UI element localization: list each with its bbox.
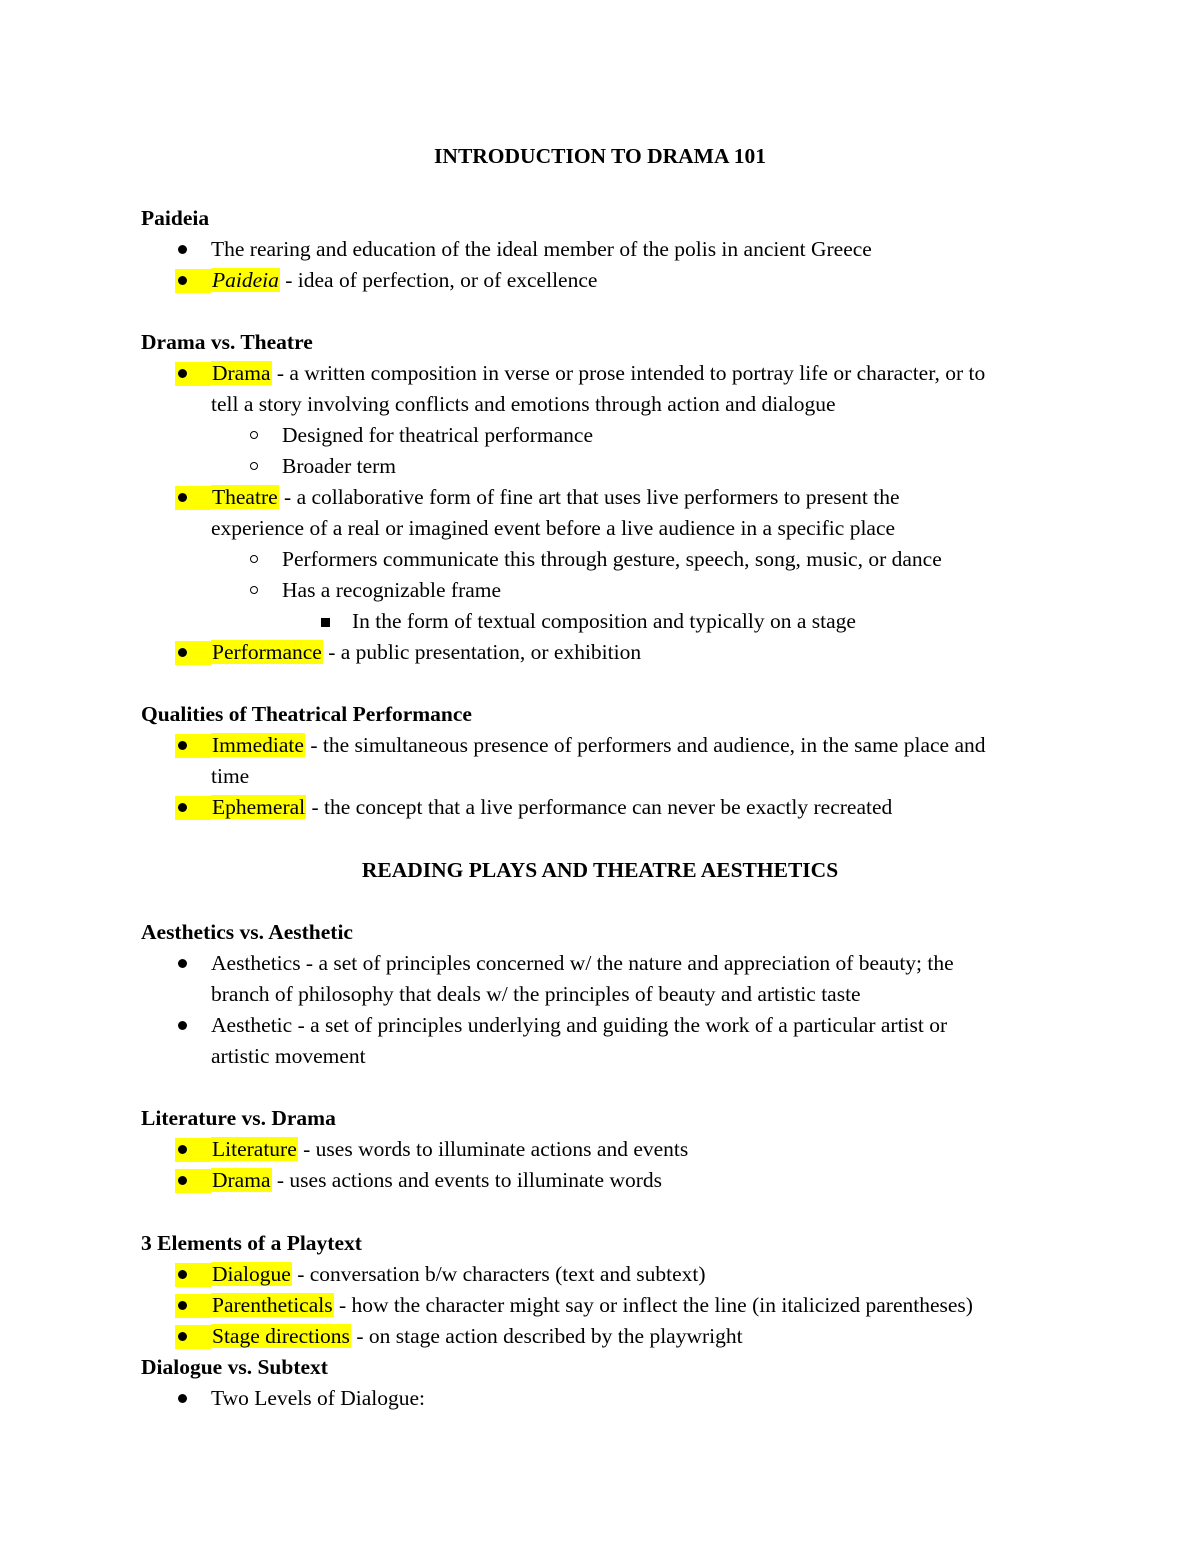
bullet-icon [178, 1394, 187, 1403]
definition-text: experience of a real or imagined event before a live audience in a specific place [211, 516, 896, 540]
sub-sub-list-item [0, 606, 1200, 637]
bullet-icon [178, 959, 187, 968]
list-item [0, 358, 1200, 389]
section-heading-paideia: Paideia [141, 206, 210, 230]
list-item [0, 1165, 1200, 1196]
page-title: INTRODUCTION TO DRAMA 101 [434, 144, 766, 168]
list-item-text: Two Levels of Dialogue: [211, 1386, 426, 1410]
section-heading-literature-vs-drama: Literature vs. Drama [141, 1106, 336, 1130]
bullet-icon [178, 1021, 187, 1030]
list-item-continuation [0, 389, 1200, 420]
sub-list-item [0, 575, 1200, 606]
list-item [0, 637, 1200, 668]
bullet-icon [178, 276, 187, 285]
list-item-continuation [0, 1041, 1200, 1072]
list-item-text: Broader term [282, 454, 397, 478]
list-item-text: Aesthetic - a set of principles underlying and guiding the work of a particular artist or [211, 1013, 948, 1037]
list-item-text: In the form of textual composition and typically on a stage [352, 609, 856, 633]
term-literature: Literature [212, 1137, 297, 1161]
section-heading-aesthetics: Aesthetics vs. Aesthetic [141, 920, 353, 944]
list-item [0, 482, 1200, 513]
list-item [0, 792, 1200, 823]
sub-list-item [0, 420, 1200, 451]
term-ephemeral: Ephemeral [212, 795, 306, 819]
list-item-text: The rearing and education of the ideal member of the polis in ancient Greece [211, 237, 872, 261]
definition-text: tell a story involving conflicts and emotions through action and dialogue [211, 392, 836, 416]
section-heading-qualities: Qualities of Theatrical Performance [141, 702, 472, 726]
list-item [0, 1383, 1200, 1414]
section-title: READING PLAYS AND THEATRE AESTHETICS [361, 858, 839, 882]
bullet-icon [178, 1332, 187, 1341]
term-immediate: Immediate [212, 733, 304, 757]
definition-text: - a written composition in verse or prose intended to portray life or character, or to [271, 361, 986, 385]
list-item-continuation [0, 761, 1200, 792]
list-item [0, 1010, 1200, 1041]
definition-text: - uses actions and events to illuminate words [271, 1168, 663, 1192]
list-item [0, 1321, 1200, 1352]
list-item [0, 1134, 1200, 1165]
list-item [0, 265, 1200, 296]
term-drama: Drama [212, 361, 271, 385]
term-stage-directions: Stage directions [212, 1324, 350, 1348]
bullet-icon [178, 493, 187, 502]
bullet-icon [178, 369, 187, 378]
definition-text: - conversation b/w characters (text and subtext) [291, 1262, 706, 1286]
square-bullet-icon [321, 618, 330, 627]
bullet-icon [178, 803, 187, 812]
section-heading-dialogue-vs-subtext: Dialogue vs. Subtext [141, 1355, 328, 1379]
list-item [0, 730, 1200, 761]
definition-text: - a public presentation, or exhibition [322, 640, 642, 664]
list-item-text: Has a recognizable frame [282, 578, 502, 602]
list-item-continuation [0, 513, 1200, 544]
definition-text: time [211, 764, 250, 788]
definition-text: - the concept that a live performance can never be exactly recreated [306, 795, 893, 819]
definition-text: - on stage action described by the playwright [350, 1324, 743, 1348]
bullet-icon [178, 1270, 187, 1279]
list-item [0, 234, 1200, 265]
circle-bullet-icon [250, 462, 258, 470]
bullet-icon [178, 245, 187, 254]
definition-text: - uses words to illuminate actions and events [297, 1137, 689, 1161]
definition-text: - idea of perfection, or of excellence [279, 268, 598, 292]
list-item-continuation [0, 979, 1200, 1010]
list-item-text: Performers communicate this through gesture, speech, song, music, or dance [282, 547, 942, 571]
bullet-icon [178, 1145, 187, 1154]
section-heading-drama-vs-theatre: Drama vs. Theatre [141, 330, 313, 354]
sub-list-item [0, 451, 1200, 482]
term-dialogue: Dialogue [212, 1262, 291, 1286]
list-item-text: Aesthetics - a set of principles concerned w/ the nature and appreciation of beauty; the [211, 951, 954, 975]
bullet-icon [178, 1176, 187, 1185]
term-performance: Performance [212, 640, 322, 664]
bullet-icon [178, 1301, 187, 1310]
list-item [0, 948, 1200, 979]
list-item [0, 1290, 1200, 1321]
list-item-text: branch of philosophy that deals w/ the principles of beauty and artistic taste [211, 982, 861, 1006]
list-item-text: Designed for theatrical performance [282, 423, 593, 447]
term-parentheticals: Parentheticals [212, 1293, 333, 1317]
term-theatre: Theatre [212, 485, 278, 509]
section-heading-elements: 3 Elements of a Playtext [141, 1231, 362, 1255]
term-paideia: Paideia [212, 268, 279, 292]
circle-bullet-icon [250, 586, 258, 594]
definition-text: - how the character might say or inflect the line (in italicized parentheses) [333, 1293, 973, 1317]
circle-bullet-icon [250, 555, 258, 563]
definition-text: - the simultaneous presence of performers and audience, in the same place and [304, 733, 986, 757]
list-item [0, 1259, 1200, 1290]
sub-list-item [0, 544, 1200, 575]
definition-text: - a collaborative form of fine art that uses live performers to present the [278, 485, 900, 509]
bullet-icon [178, 741, 187, 750]
bullet-icon [178, 648, 187, 657]
term-drama: Drama [212, 1168, 271, 1192]
circle-bullet-icon [250, 431, 258, 439]
list-item-text: artistic movement [211, 1044, 366, 1068]
